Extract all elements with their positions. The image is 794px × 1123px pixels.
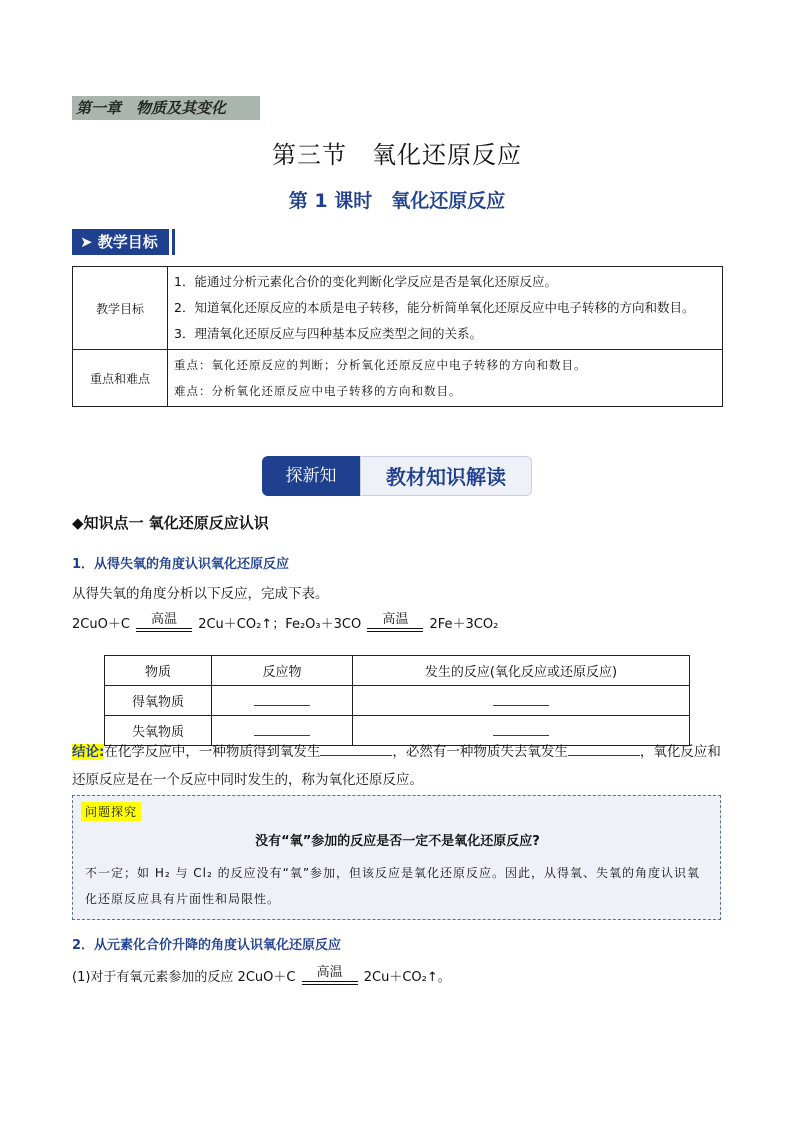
inquiry-question: 没有“氧”参加的反应是否一定不是氧化还原反应? bbox=[255, 834, 540, 849]
conclusion-tag: 结论: bbox=[72, 744, 105, 760]
focus-content bbox=[168, 350, 723, 407]
blank-cell[interactable] bbox=[353, 686, 690, 716]
answer-blank[interactable] bbox=[254, 721, 310, 736]
reaction-table bbox=[104, 655, 690, 746]
focus-item: 难点：分析氧化还原反应中电子转移的方向和数目。 bbox=[174, 384, 462, 398]
section1-intro: 从得失氧的角度分析以下反应，完成下表。 bbox=[72, 586, 329, 602]
condition-arrow bbox=[300, 965, 360, 985]
explore-banner-right: 教材知识解读 bbox=[360, 456, 532, 496]
conclusion-text: ，必然有一种物质失去氧发生 bbox=[392, 744, 568, 760]
focus-label: 重点和难点 bbox=[73, 350, 168, 407]
conclusion bbox=[72, 738, 724, 794]
section2-right: 2Cu＋CO₂↑。 bbox=[363, 970, 451, 985]
answer-blank[interactable] bbox=[568, 741, 640, 756]
goals-table bbox=[72, 266, 723, 407]
inquiry-box bbox=[72, 795, 721, 920]
formula-r2-right: 2Fe＋3CO₂ bbox=[429, 617, 499, 632]
equals-bar bbox=[302, 981, 358, 985]
explore-banner-left: 探新知 bbox=[262, 456, 360, 496]
equals-bar bbox=[367, 628, 423, 632]
condition-label: 高温 bbox=[151, 612, 178, 627]
formula-r1-left: 2CuO＋C bbox=[72, 617, 130, 632]
condition-arrow bbox=[365, 612, 425, 632]
focus-item: 重点：氧化还原反应的判断；分析氧化还原反应中电子转移的方向和数目。 bbox=[174, 358, 587, 372]
section-title: 第三节 氧化还原反应 bbox=[272, 141, 522, 169]
inquiry-tag: 问题探究 bbox=[81, 802, 141, 821]
equals-bar bbox=[136, 628, 192, 632]
section2-formula bbox=[72, 965, 451, 995]
goal-item: 2．知道氧化还原反应的本质是电子转移，能分析简单氧化还原反应中电子转移的方向和数目。 bbox=[174, 300, 695, 315]
section1-title: 1．从得失氧的角度认识氧化还原反应 bbox=[72, 557, 290, 572]
table-header: 物质 bbox=[105, 656, 212, 686]
conclusion-text: 在化学反应中，一种物质得到氧发生 bbox=[104, 744, 321, 760]
answer-blank[interactable] bbox=[254, 691, 310, 706]
condition-label: 高温 bbox=[316, 965, 343, 980]
formula-r1-right: 2Cu＋CO₂↑；Fe₂O₃＋3CO bbox=[198, 617, 362, 632]
condition-arrow bbox=[134, 612, 194, 632]
teaching-goal-banner: ➤ 教学目标 bbox=[72, 229, 172, 255]
table-header: 反应物 bbox=[212, 656, 353, 686]
section2-title: 2．从元素化合价升降的角度认识氧化还原反应 bbox=[72, 938, 342, 953]
table-header: 发生的反应(氧化反应或还原反应) bbox=[353, 656, 690, 686]
answer-blank[interactable] bbox=[320, 741, 392, 756]
table-row-label: 得氧物质 bbox=[105, 686, 212, 716]
goal-item: 3．理清氧化还原反应与四种基本反应类型之间的关系。 bbox=[174, 326, 482, 341]
conclusion-text: ，氧化反应和还原反应是在一个反应中同时发生的，称为氧化还原反应。 bbox=[72, 744, 721, 788]
knowledge-point-heading: ◆知识点一 氧化还原反应认识 bbox=[72, 514, 269, 532]
inquiry-answer: 不一定；如 H₂ 与 Cl₂ 的反应没有“氧”参加，但该反应是氧化还原反应。因此，从得氧、失氧的角度认识氧化还原反应具有片面性和局限性。 bbox=[85, 866, 701, 906]
goal-item: 1．能通过分析元素化合价的变化判断化学反应是否是氧化还原反应。 bbox=[174, 274, 557, 289]
chapter-heading: 第一章 物质及其变化 bbox=[72, 96, 260, 120]
blank-cell[interactable] bbox=[212, 686, 353, 716]
condition-label: 高温 bbox=[382, 612, 409, 627]
answer-blank[interactable] bbox=[493, 691, 549, 706]
explore-banner bbox=[262, 456, 532, 496]
goals-content bbox=[168, 267, 723, 350]
goals-label: 教学目标 bbox=[73, 267, 168, 350]
reaction-formula bbox=[72, 612, 498, 642]
lesson-title: 第 1 课时 氧化还原反应 bbox=[288, 190, 506, 212]
table-row-label: 失氧物质 bbox=[105, 716, 212, 746]
answer-blank[interactable] bbox=[493, 721, 549, 736]
section2-left: (1)对于有氧元素参加的反应 2CuO＋C bbox=[72, 970, 296, 985]
